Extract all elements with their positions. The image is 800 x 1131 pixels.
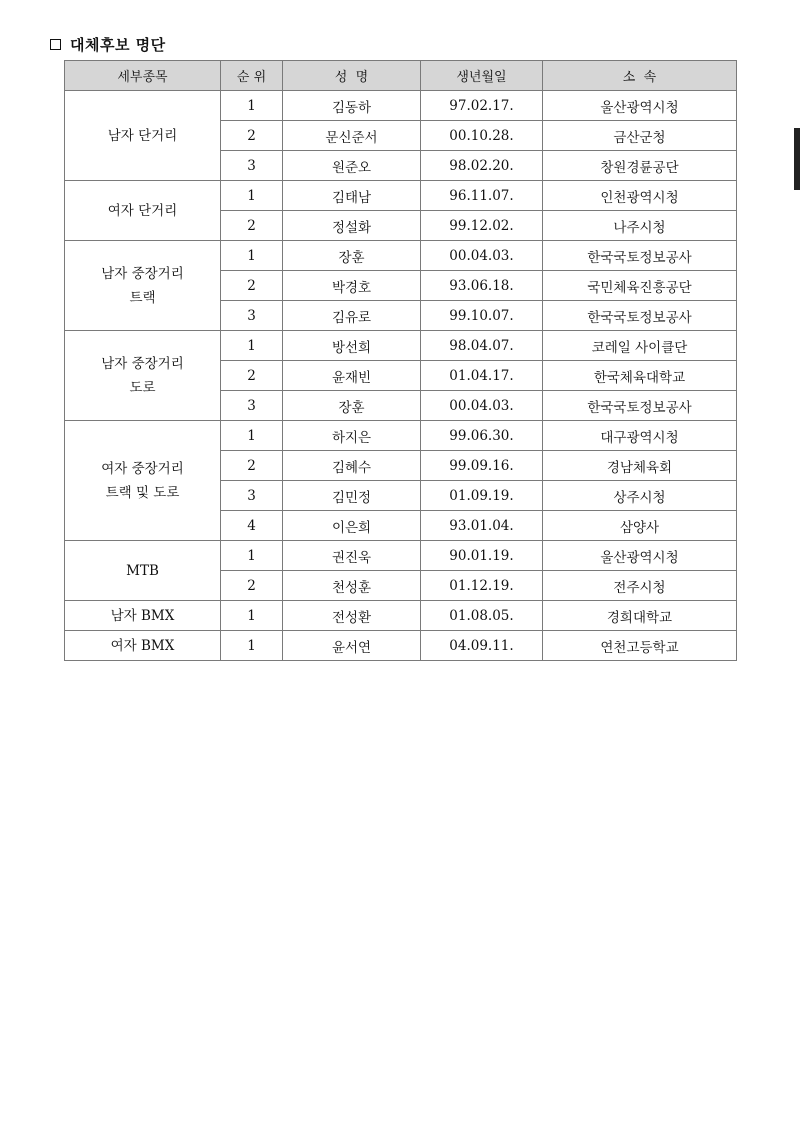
affiliation-cell: 울산광역시청 — [543, 541, 737, 571]
affiliation-cell: 경남체육회 — [543, 451, 737, 481]
event-category-line: 남자 중장거리 — [101, 355, 184, 372]
column-header-name: 성 명 — [283, 61, 421, 91]
birthdate-cell: 00.04.03. — [421, 391, 543, 421]
affiliation-cell: 국민체육진흥공단 — [543, 271, 737, 301]
table-row — [65, 241, 737, 271]
rank-cell: 2 — [221, 571, 283, 601]
rank-cell: 2 — [221, 361, 283, 391]
birthdate-cell: 99.09.16. — [421, 451, 543, 481]
birthdate-cell: 01.12.19. — [421, 571, 543, 601]
name-cell: 김동하 — [283, 91, 421, 121]
rank-cell: 2 — [221, 271, 283, 301]
event-category-line: 도로 — [129, 379, 156, 396]
event-category-cell — [65, 421, 221, 541]
rank-cell: 3 — [221, 481, 283, 511]
event-category-line: 트랙 — [129, 289, 156, 306]
table-row — [65, 421, 737, 451]
affiliation-cell: 코레일 사이클단 — [543, 331, 737, 361]
affiliation-cell: 한국국토정보공사 — [543, 241, 737, 271]
birthdate-cell: 99.06.30. — [421, 421, 543, 451]
column-header-birthdate: 생년월일 — [421, 61, 543, 91]
affiliation-cell: 나주시청 — [543, 211, 737, 241]
affiliation-cell: 금산군청 — [543, 121, 737, 151]
birthdate-cell: 01.09.19. — [421, 481, 543, 511]
name-cell: 윤재빈 — [283, 361, 421, 391]
rank-cell: 1 — [221, 181, 283, 211]
affiliation-cell: 한국체육대학교 — [543, 361, 737, 391]
event-category-cell — [65, 331, 221, 421]
name-cell: 김혜수 — [283, 451, 421, 481]
name-cell: 윤서연 — [283, 631, 421, 661]
section-heading — [50, 34, 166, 55]
event-category-cell — [65, 541, 221, 601]
affiliation-cell: 상주시청 — [543, 481, 737, 511]
name-cell: 장훈 — [283, 241, 421, 271]
name-cell: 방선희 — [283, 331, 421, 361]
substitute-candidates-table — [64, 60, 737, 661]
event-category-cell — [65, 91, 221, 181]
table-header-row — [65, 61, 737, 91]
affiliation-cell: 인천광역시청 — [543, 181, 737, 211]
birthdate-cell: 93.06.18. — [421, 271, 543, 301]
event-category-cell — [65, 631, 221, 661]
name-cell: 김유로 — [283, 301, 421, 331]
rank-cell: 2 — [221, 121, 283, 151]
rank-cell: 1 — [221, 331, 283, 361]
birthdate-cell: 04.09.11. — [421, 631, 543, 661]
event-category-line: 남자 중장거리 — [101, 265, 184, 282]
column-header-rank: 순 위 — [221, 61, 283, 91]
name-cell: 장훈 — [283, 391, 421, 421]
rank-cell: 1 — [221, 91, 283, 121]
affiliation-cell: 한국국토정보공사 — [543, 391, 737, 421]
name-cell: 권진욱 — [283, 541, 421, 571]
rank-cell: 1 — [221, 421, 283, 451]
event-category-line: 남자 단거리 — [107, 127, 178, 144]
affiliation-cell: 한국국토정보공사 — [543, 301, 737, 331]
affiliation-cell: 연천고등학교 — [543, 631, 737, 661]
affiliation-cell: 삼양사 — [543, 511, 737, 541]
event-category-line: 여자 단거리 — [107, 202, 178, 219]
event-category-cell — [65, 241, 221, 331]
table-row — [65, 91, 737, 121]
table-row — [65, 541, 737, 571]
name-cell: 이은희 — [283, 511, 421, 541]
affiliation-cell: 경희대학교 — [543, 601, 737, 631]
affiliation-cell: 대구광역시청 — [543, 421, 737, 451]
event-category-line: MTB — [126, 562, 159, 579]
checkbox-square-icon — [50, 39, 61, 50]
table-row — [65, 331, 737, 361]
rank-cell: 1 — [221, 601, 283, 631]
event-category-line: 여자 중장거리 — [101, 460, 184, 477]
event-category-line: 남자 BMX — [110, 607, 175, 624]
rank-cell: 3 — [221, 301, 283, 331]
name-cell: 김민정 — [283, 481, 421, 511]
birthdate-cell: 00.04.03. — [421, 241, 543, 271]
event-category-cell — [65, 601, 221, 631]
table-row — [65, 601, 737, 631]
event-category-line: 트랙 및 도로 — [105, 484, 180, 501]
rank-cell: 2 — [221, 211, 283, 241]
name-cell: 원준오 — [283, 151, 421, 181]
birthdate-cell: 98.04.07. — [421, 331, 543, 361]
affiliation-cell: 울산광역시청 — [543, 91, 737, 121]
name-cell: 정설화 — [283, 211, 421, 241]
birthdate-cell: 98.02.20. — [421, 151, 543, 181]
page-edge-mark — [794, 128, 800, 190]
birthdate-cell: 01.08.05. — [421, 601, 543, 631]
table-row — [65, 631, 737, 661]
rank-cell: 2 — [221, 451, 283, 481]
name-cell: 문신준서 — [283, 121, 421, 151]
affiliation-cell: 창원경륜공단 — [543, 151, 737, 181]
event-category-line: 여자 BMX — [110, 637, 175, 654]
name-cell: 김태남 — [283, 181, 421, 211]
affiliation-cell: 전주시청 — [543, 571, 737, 601]
rank-cell: 3 — [221, 151, 283, 181]
rank-cell: 4 — [221, 511, 283, 541]
birthdate-cell: 99.10.07. — [421, 301, 543, 331]
birthdate-cell: 96.11.07. — [421, 181, 543, 211]
section-heading-text: 대체후보 명단 — [70, 36, 166, 54]
name-cell: 전성환 — [283, 601, 421, 631]
rank-cell: 1 — [221, 631, 283, 661]
table-row — [65, 181, 737, 211]
birthdate-cell: 01.04.17. — [421, 361, 543, 391]
birthdate-cell: 97.02.17. — [421, 91, 543, 121]
name-cell: 하지은 — [283, 421, 421, 451]
rank-cell: 1 — [221, 241, 283, 271]
rank-cell: 3 — [221, 391, 283, 421]
column-header-affiliation: 소 속 — [543, 61, 737, 91]
name-cell: 박경호 — [283, 271, 421, 301]
rank-cell: 1 — [221, 541, 283, 571]
column-header-event: 세부종목 — [65, 61, 221, 91]
birthdate-cell: 93.01.04. — [421, 511, 543, 541]
birthdate-cell: 00.10.28. — [421, 121, 543, 151]
event-category-cell — [65, 181, 221, 241]
name-cell: 천성훈 — [283, 571, 421, 601]
birthdate-cell: 90.01.19. — [421, 541, 543, 571]
table-body — [65, 91, 737, 661]
birthdate-cell: 99.12.02. — [421, 211, 543, 241]
